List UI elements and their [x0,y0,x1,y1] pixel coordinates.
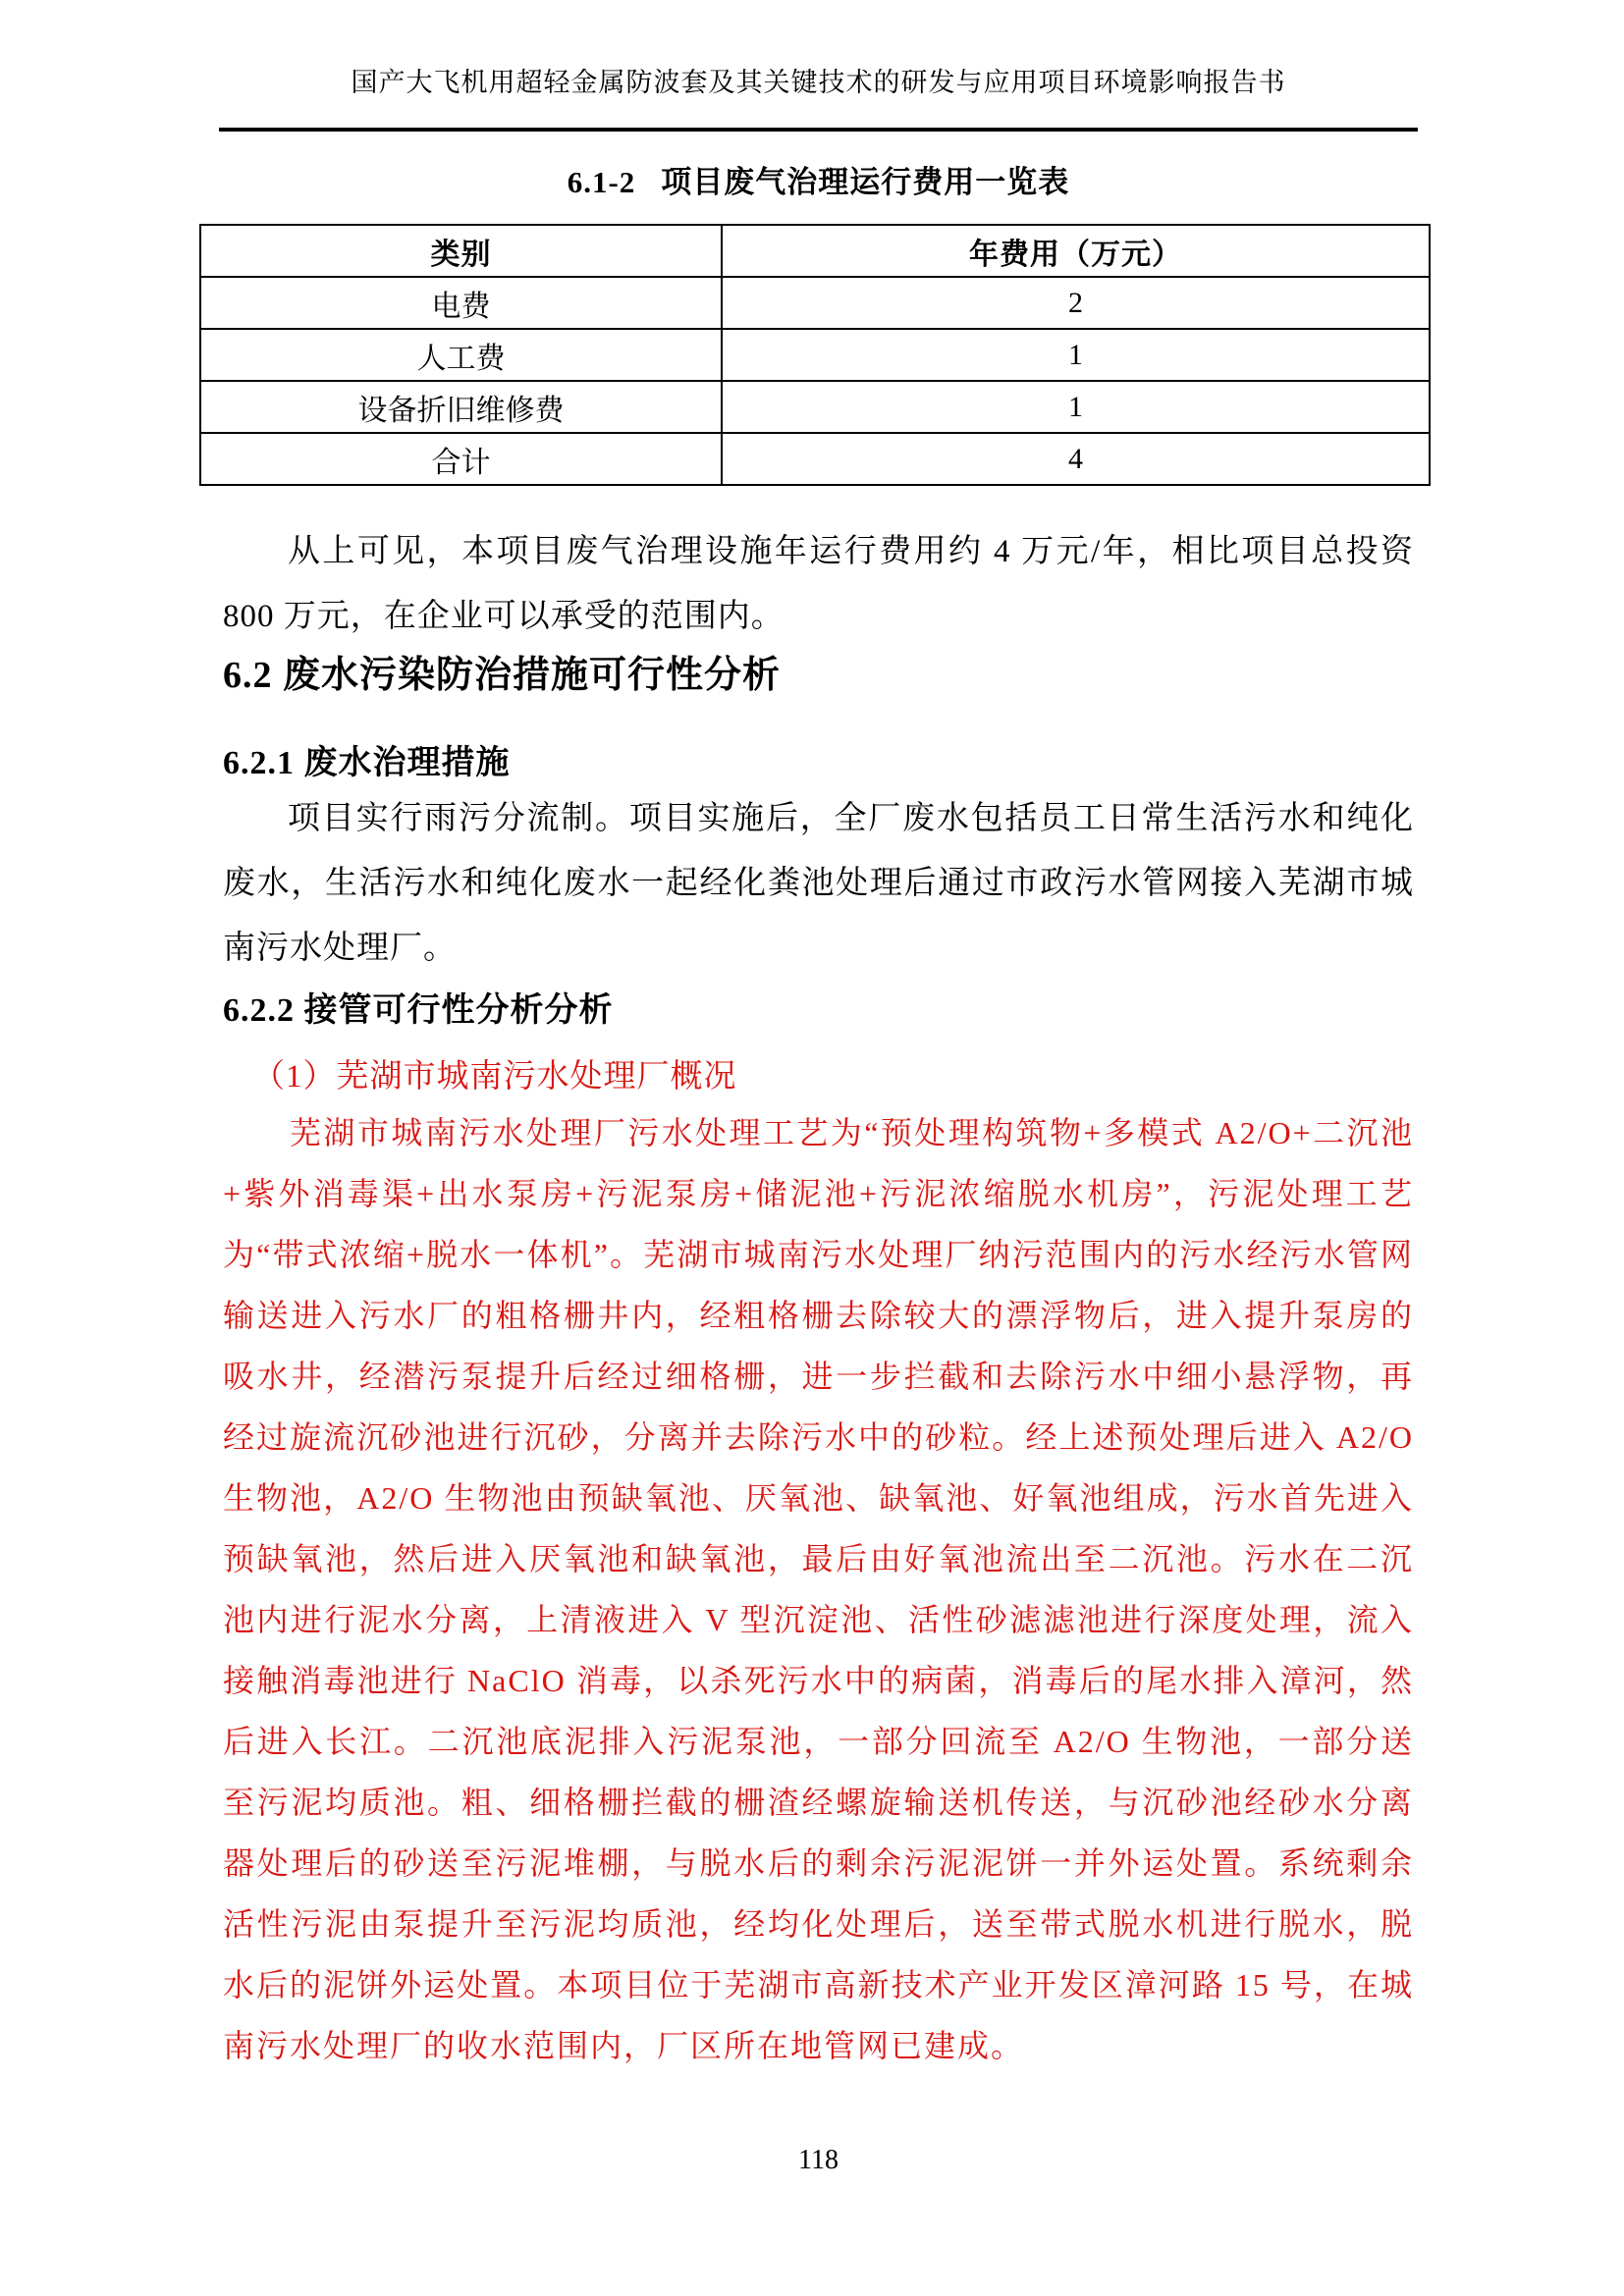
column-header-annual-cost: 年费用（万元） [722,225,1430,277]
table-caption-number: 6.1-2 [567,165,636,199]
cell-category: 电费 [200,277,722,329]
waste-gas-cost-table [199,224,1431,486]
table-row [200,433,1430,485]
table-caption [223,165,1414,200]
header-divider-rule [219,128,1418,132]
section-heading-6-2-2: 6.2.2 接管可行性分析分析 [223,992,614,1029]
section-heading-6-2-1: 6.2.1 废水治理措施 [223,745,511,781]
red-paragraph-plant-process: 芜湖市城南污水处理厂污水处理工艺为“预处理构筑物+多模式 A2/O+二沉池+紫外消毒渠+出水泵房+污泥泵房+储泥池+污泥浓缩脱水机房”，污泥处理工艺为“带式浓缩+脱水一体机”。芜湖市城南污水处理厂纳污范围内的污水经污水管网输送进入污水厂的粗格栅井内，经粗格栅去除较大的漂浮物后，进入提升泵房的吸水井，经潜污泵提升后经过细格栅，进一步拦截和去除污水中细小悬浮物，再经过旋流沉砂池进行沉砂，分离并去除污水中的砂粒。经上述预处理后进入 A2/O 生物池，A2/O 生物池由预缺氧池、厌氧池、缺氧池、好氧池组成，污水首先进入预缺氧池，然后进入厌氧池和缺氧池，最后由好氧池流出至二沉池。污水在二沉池内进行泥水分离，上清液进入 V 型沉淀池、活性砂滤滤池进行深度处理，流入接触消毒池进行 NaClO 消毒，以杀死污水中的病菌，消毒后的尾水排入漳河，然后进入长江。二沉池底泥排入污泥泵池，一部分回流至 A2/O 生物池，一部分送至污泥均质池。粗、细格栅拦截的栅渣经螺旋输送机传送，与沉砂池经砂水分离器处理后的砂送至污泥堆棚，与脱水后的剩余污泥泥饼一并外运处置。系统剩余活性污泥由泵提升至污泥均质池，经均化处理后，送至带式脱水机进行脱水，脱水后的泥饼外运处置。本项目位于芜湖市高新技术产业开发区漳河路 15 号，在城南污水处理厂的收水范围内，厂区所在地管网已建成。 [223,1115,1414,2063]
table-row [200,381,1430,433]
paragraph-wastewater-measures: 项目实行雨污分流制。项目实施后，全厂废水包括员工日常生活污水和纯化废水，生活污水和纯化废水一起经化粪池处理后通过市政污水管网接入芜湖市城南污水处理厂。 [223,801,1414,966]
cell-value: 2 [722,277,1430,329]
table-header-row [200,225,1430,277]
section-heading-6-2: 6.2 废水污染防治措施可行性分析 [223,655,782,696]
paragraph-cost-summary: 从上可见，本项目废气治理设施年运行费用约 4 万元/年，相比项目总投资 800 万元，在企业可以承受的范围内。 [223,534,1414,634]
document-header-title: 国产大飞机用超轻金属防波套及其关键技术的研发与应用项目环境影响报告书 [351,68,1286,97]
page-number: 118 [798,2145,839,2175]
cell-category: 合计 [200,433,722,485]
column-header-category: 类别 [200,225,722,277]
cell-value: 4 [722,433,1430,485]
table-caption-title: 项目废气治理运行费用一览表 [661,165,1070,199]
table-row [200,329,1430,381]
cell-value: 1 [722,329,1430,381]
cell-value: 1 [722,381,1430,433]
table-row [200,277,1430,329]
cell-category: 人工费 [200,329,722,381]
cell-category: 设备折旧维修费 [200,381,722,433]
red-subheading-plant-overview: （1）芜湖市城南污水处理厂概况 [252,1059,737,1095]
